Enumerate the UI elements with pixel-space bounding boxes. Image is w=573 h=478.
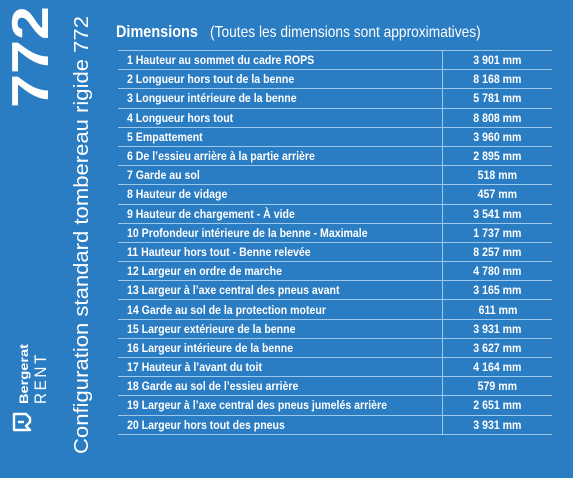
dimension-value-cell xyxy=(443,146,552,165)
dimension-label-cell xyxy=(118,358,443,377)
dimension-label: 10 Profondeur intérieure de la benne - Maximale xyxy=(127,225,368,240)
table-row xyxy=(118,70,552,89)
dimension-label-cell xyxy=(118,338,443,357)
table-row xyxy=(118,396,552,415)
table-row xyxy=(118,204,552,223)
table-row xyxy=(118,281,552,300)
table-row xyxy=(118,338,552,357)
dimension-label-cell xyxy=(118,415,443,434)
dimension-label: 11 Hauteur hors tout - Benne relevée xyxy=(127,244,311,259)
dimension-value-cell xyxy=(443,281,552,300)
dimensions-title: Dimensions xyxy=(116,22,198,41)
dimension-value-cell xyxy=(443,319,552,338)
dimension-value-cell xyxy=(443,127,552,146)
model-number-text: 772 xyxy=(2,21,60,108)
dimension-value-cell xyxy=(443,358,552,377)
dimension-value: 8 808 mm xyxy=(473,110,522,125)
dimension-value-cell xyxy=(443,108,552,127)
dimension-label: 4 Longueur hors tout xyxy=(127,110,234,125)
dimension-label: 17 Hauteur à l’avant du toit xyxy=(127,360,262,375)
dimension-label-cell xyxy=(118,223,443,242)
dimension-value: 5 781 mm xyxy=(473,91,522,106)
table-row xyxy=(118,415,552,434)
dimension-label: 2 Longueur hors tout de la benne xyxy=(127,72,295,87)
dimension-label-cell xyxy=(118,204,443,223)
dimension-value: 8 257 mm xyxy=(473,244,522,259)
dimension-label: 7 Garde au sol xyxy=(127,168,200,183)
dimension-label-cell xyxy=(118,146,443,165)
dimension-value-cell xyxy=(443,166,552,185)
dimension-value: 3 165 mm xyxy=(473,283,522,298)
table-row xyxy=(118,300,552,319)
logo-brand-bottom: RENT xyxy=(31,345,50,404)
dimension-label: 14 Garde au sol de la protection moteur xyxy=(127,302,326,317)
dimension-value: 8 168 mm xyxy=(473,72,522,87)
dimension-value-cell xyxy=(443,262,552,281)
table-row xyxy=(118,358,552,377)
dimension-value: 3 931 mm xyxy=(473,321,522,336)
model-number xyxy=(2,2,60,112)
dimension-value-cell xyxy=(443,70,552,89)
table-row xyxy=(118,262,552,281)
dimension-label-cell xyxy=(118,89,443,108)
table-row xyxy=(118,89,552,108)
dimension-value: 4 164 mm xyxy=(473,360,522,375)
table-row xyxy=(118,166,552,185)
dimensions-subtitle: (Toutes les dimensions sont approximatives) xyxy=(210,24,482,41)
table-row xyxy=(118,319,552,338)
dimension-value-cell xyxy=(443,338,552,357)
table-row xyxy=(118,185,552,204)
dimension-value-cell xyxy=(443,223,552,242)
dimension-label: 13 Largeur à l’axe central des pneus avant xyxy=(127,283,340,298)
dimension-value-cell xyxy=(443,185,552,204)
dimension-label-cell xyxy=(118,185,443,204)
dimension-value: 4 780 mm xyxy=(473,264,522,279)
dimension-value: 457 mm xyxy=(477,187,518,202)
dimension-label: 16 Largeur intérieure de la benne xyxy=(127,340,294,355)
dimension-label-cell xyxy=(118,300,443,319)
dimension-label: 5 Empattement xyxy=(127,129,203,144)
dimension-value: 3 627 mm xyxy=(473,340,522,355)
table-row xyxy=(118,108,552,127)
dimension-label-cell xyxy=(118,108,443,127)
dimension-value: 518 mm xyxy=(477,168,518,183)
dimension-value-cell xyxy=(443,51,552,70)
dimension-value: 2 651 mm xyxy=(473,398,522,413)
dimension-label: 1 Hauteur au sommet du cadre ROPS xyxy=(127,53,315,68)
dimension-value: 2 895 mm xyxy=(473,149,522,164)
dimension-value-cell xyxy=(443,377,552,396)
configuration-title xyxy=(66,8,96,458)
dimension-value: 3 901 mm xyxy=(473,53,522,68)
table-row xyxy=(118,127,552,146)
dimension-value-cell xyxy=(443,300,552,319)
dimensions-header xyxy=(116,22,525,42)
dimension-value-cell xyxy=(443,415,552,434)
dimension-label: 3 Longueur intérieure de la benne xyxy=(127,91,297,106)
table-row xyxy=(118,242,552,261)
table-row xyxy=(118,377,552,396)
dimension-label-cell xyxy=(118,281,443,300)
dimensions-table-body xyxy=(118,51,552,435)
dimension-value: 3 960 mm xyxy=(473,129,522,144)
bergerat-rent-logo xyxy=(6,322,54,434)
dimension-label-cell xyxy=(118,242,443,261)
dimension-label: 12 Largeur en ordre de marche xyxy=(127,264,282,279)
logo-brand-top: Bergerat xyxy=(17,354,31,404)
dimension-value-cell xyxy=(443,89,552,108)
dimension-label: 15 Largeur extérieure de la benne xyxy=(127,321,296,336)
dimension-value-cell xyxy=(443,242,552,261)
table-row xyxy=(118,146,552,165)
dimension-label-cell xyxy=(118,262,443,281)
dimension-label-cell xyxy=(118,51,443,70)
dimensions-table xyxy=(118,50,552,435)
dimension-label-cell xyxy=(118,166,443,185)
dimension-value: 3 541 mm xyxy=(473,206,522,221)
dimension-label-cell xyxy=(118,127,443,146)
dimension-label: 6 De l’essieu arrière à la partie arrière xyxy=(127,149,315,164)
dimension-label-cell xyxy=(118,396,443,415)
dimension-label-cell xyxy=(118,377,443,396)
dimension-value-cell xyxy=(443,204,552,223)
table-row xyxy=(118,223,552,242)
table-row xyxy=(118,51,552,70)
dimension-value: 3 931 mm xyxy=(473,417,522,432)
dimension-label: 8 Hauteur de vidage xyxy=(127,187,228,202)
dimension-label: 9 Hauteur de chargement - À vide xyxy=(127,206,295,221)
dimension-value: 611 mm xyxy=(478,302,518,317)
dimension-value-cell xyxy=(443,396,552,415)
dimension-label: 19 Largeur à l’axe central des pneus jumelés arrière xyxy=(127,398,388,413)
dimension-label-cell xyxy=(118,319,443,338)
dimension-label: 20 Largeur hors tout des pneus xyxy=(127,417,285,432)
configuration-title-text: Configuration standard tombereau rigide 772 xyxy=(71,57,93,454)
dimension-value: 579 mm xyxy=(477,379,518,394)
dimension-value: 1 737 mm xyxy=(473,225,522,240)
logo-mark-icon xyxy=(14,414,30,430)
dimension-label: 18 Garde au sol de l’essieu arrière xyxy=(127,379,299,394)
dimension-label-cell xyxy=(118,70,443,89)
